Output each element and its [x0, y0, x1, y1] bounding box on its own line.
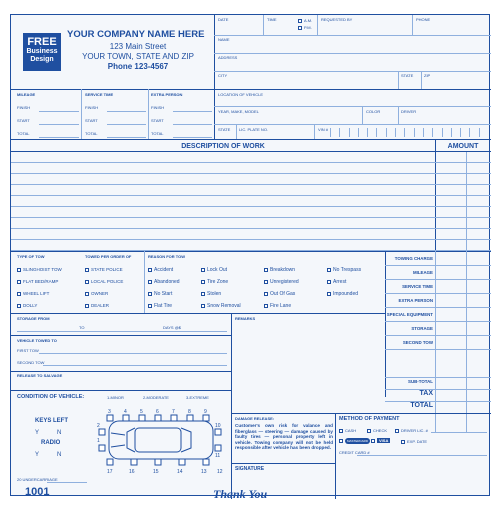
vehicle-state-label[interactable]: STATE [218, 127, 231, 132]
pos-8: 8 [188, 409, 191, 415]
pos-9: 9 [204, 409, 207, 415]
time-label: TIME [267, 17, 277, 22]
driver-label[interactable]: DRIVER [401, 109, 417, 114]
towed-to-label: VEHICLE TOWED TO [17, 338, 57, 343]
extra-person-header: EXTRA PERSON [151, 92, 183, 97]
order-dealer[interactable]: DEALER [85, 303, 109, 308]
keys-left-label: KEYS LEFT [35, 418, 69, 424]
service-time-header: SERVICE TIME [85, 92, 114, 97]
logo-free: FREE [27, 36, 57, 48]
charge-second-tow: SECOND TOW [402, 340, 433, 345]
car-body [109, 421, 213, 459]
payment-title: METHOD OF PAYMENT [339, 416, 400, 422]
subtotal-label: SUB-TOTAL [408, 379, 433, 384]
name-label[interactable]: NAME [218, 37, 230, 42]
tax-label: TAX [419, 390, 433, 397]
pos-14: 14 [177, 469, 183, 475]
car-windshield [127, 428, 135, 452]
charge-special-equipment: SPECIAL EQUIPMENT [386, 312, 433, 317]
damage-release-text: Customer's own risk for valance and fiberglass — steering — damage caused by faulty tires — personal property left in vehicle. Towing company will not be held responsible after vehicle has been dropped. [235, 423, 333, 451]
keys-n[interactable]: N [57, 430, 62, 436]
service-finish[interactable]: FINISH [85, 105, 99, 110]
pos-10: 10 [215, 423, 221, 429]
company-logo [23, 33, 61, 71]
order-local-police[interactable]: LOCAL POLICE [85, 279, 123, 284]
mileage-finish[interactable]: FINISH [17, 105, 31, 110]
state-label[interactable]: STATE [401, 73, 414, 78]
mileage-start[interactable]: START [17, 118, 30, 123]
remarks-label[interactable]: REMARKS [235, 316, 256, 321]
order-owner[interactable]: OWNER [85, 291, 108, 296]
reason-no-trespass[interactable]: No Trespass [327, 267, 361, 273]
condition-minor: 1-MINOR [107, 395, 124, 400]
mileage-header: MILEAGE [17, 92, 36, 97]
mileage-total[interactable]: TOTAL [17, 131, 30, 136]
pay-check[interactable]: CHECK [367, 428, 387, 433]
reason-flat-tire[interactable]: Flat Tire [148, 303, 172, 309]
reason-lock-out[interactable]: Lock Out [201, 267, 227, 273]
condition-title: CONDITION OF VEHICLE: [17, 394, 85, 400]
address-label[interactable]: ADDRESS [218, 55, 238, 60]
storage-days-label[interactable]: DAYS @$ [163, 325, 181, 330]
reason-fire-lane[interactable]: Fire Lane [264, 303, 291, 309]
reason-impounded[interactable]: Impounded [327, 291, 358, 297]
reason-breakdown[interactable]: Breakdown [264, 267, 295, 273]
driver-lic-field[interactable]: DRIVER LIC. # [395, 428, 428, 433]
work-lines[interactable] [11, 151, 491, 251]
lic-plate-label[interactable]: LIC. PLATE NO. [239, 127, 269, 132]
logo-business: Business [26, 48, 58, 55]
tow-type-flatbed[interactable]: FLAT BED/RAMP [17, 279, 58, 284]
requested-by-label: REQUESTED BY [321, 17, 353, 22]
company-phone: Phone 123-4567 [107, 62, 169, 71]
date-label: DATE [218, 17, 229, 22]
pay-mastercard[interactable]: MASTERCARD [339, 438, 370, 444]
reason-tire-zone[interactable]: Tire Zone [201, 279, 228, 285]
tow-type-slinghoist[interactable]: SLINGHOIST TOW [17, 267, 62, 272]
service-total[interactable]: TOTAL [85, 131, 98, 136]
service-start[interactable]: START [85, 118, 98, 123]
tow-invoice-form [10, 14, 490, 501]
radio-label: RADIO [41, 440, 61, 446]
type-of-tow-header: TYPE OF TOW [17, 254, 45, 259]
reason-unregistered[interactable]: Unregistered [264, 279, 299, 285]
car-rear-window [181, 428, 191, 452]
company-street: 123 Main Street [109, 42, 167, 51]
towed-order-header: TOWED PER ORDER OF [85, 254, 132, 259]
pos-7: 7 [172, 409, 175, 415]
year-make-model-label[interactable]: YEAR, MAKE, MODEL [218, 109, 259, 114]
reason-header: REASON FOR TOW [148, 254, 186, 259]
charge-towing: TOWING CHARGE [394, 256, 433, 261]
pos-1: 1 [97, 438, 100, 444]
vin-label[interactable]: VIN # [318, 127, 329, 132]
pos-3: 3 [108, 409, 111, 415]
undercarriage-label: 20 UNDERCARRIAGE [17, 477, 58, 482]
reason-arrest[interactable]: Arrest [327, 279, 346, 285]
reason-no-start[interactable]: No Start [148, 291, 172, 297]
storage-from-label[interactable]: STORAGE FROM [17, 316, 50, 321]
phone-label: PHONE [416, 17, 431, 22]
pos-17: 17 [107, 469, 113, 475]
pay-cash[interactable]: CASH [339, 428, 356, 433]
reason-stolen[interactable]: Stolen [201, 291, 221, 297]
thank-you: Thank You [213, 487, 268, 501]
charge-lines[interactable] [385, 251, 491, 431]
reason-abandoned[interactable]: Abandoned [148, 279, 180, 285]
exp-date-field[interactable]: EXP. DATE [401, 439, 427, 444]
pos-11: 11 [215, 453, 221, 459]
pos-12: 12 [217, 469, 223, 475]
extra-total[interactable]: TOTAL [151, 131, 164, 136]
pos-6: 6 [156, 409, 159, 415]
color-label[interactable]: COLOR [366, 109, 381, 114]
car-hood-lines [111, 433, 125, 447]
radio-y[interactable]: Y [35, 452, 40, 458]
pay-visa[interactable]: VISA [371, 438, 390, 443]
tow-type-dolly[interactable]: DOLLY [17, 303, 37, 308]
extra-finish[interactable]: FINISH [151, 105, 165, 110]
tow-type-wheel-lift[interactable]: WHEEL LIFT [17, 291, 49, 296]
company-city: YOUR TOWN, STATE AND ZIP [82, 52, 194, 61]
total-label: TOTAL [410, 402, 433, 409]
logo-design: Design [30, 56, 54, 63]
order-state-police[interactable]: STATE POLICE [85, 267, 123, 272]
reason-out-of-gas[interactable]: Out Of Gas [264, 291, 295, 297]
pos-16: 16 [129, 469, 135, 475]
charge-service-time: SERVICE TIME [402, 284, 433, 289]
vin-boxes[interactable] [330, 128, 488, 137]
reason-snow-removal[interactable]: Snow Removal [201, 303, 241, 309]
pos-5: 5 [140, 409, 143, 415]
location-label[interactable]: LOCATION OF VEHICLE [218, 92, 264, 97]
charge-mileage: MILEAGE [412, 270, 433, 275]
radio-n[interactable]: N [57, 452, 62, 458]
reason-accident[interactable]: Accident [148, 267, 173, 273]
zip-label[interactable]: ZIP [424, 73, 431, 78]
first-tow-label[interactable]: FIRST TOW [17, 348, 39, 353]
pos-4: 4 [124, 409, 127, 415]
city-label[interactable]: CITY [218, 73, 228, 78]
second-tow-label[interactable]: SECOND TOW [17, 360, 45, 365]
extra-start[interactable]: START [151, 118, 164, 123]
pos-13: 13 [201, 469, 207, 475]
condition-moderate: 2-MODERATE [143, 395, 169, 400]
damage-release-title: DAMAGE RELEASE: [235, 416, 275, 421]
form-number: 1001 [25, 486, 50, 498]
pm-option[interactable]: P.M. [298, 26, 312, 30]
signature-label[interactable]: SIGNATURE [235, 466, 265, 472]
amount-header: AMOUNT [447, 143, 479, 150]
car-roof [135, 428, 181, 452]
charge-extra-person: EXTRA PERSON [398, 298, 433, 303]
am-option[interactable]: A.M. [298, 19, 312, 23]
credit-card-label[interactable]: CREDIT CARD # [339, 450, 370, 455]
description-header: DESCRIPTION OF WORK [181, 143, 265, 150]
storage-to-label[interactable]: TO [79, 325, 85, 330]
charge-storage: STORAGE [411, 326, 433, 331]
company-name: YOUR COMPANY NAME HERE [67, 29, 205, 40]
keys-y[interactable]: Y [35, 430, 40, 436]
pos-15: 15 [153, 469, 159, 475]
pos-2: 2 [97, 423, 100, 429]
condition-extreme: 3-EXTREME [186, 395, 209, 400]
salvage-label[interactable]: RELEASE TO SALVAGE [17, 373, 63, 378]
damage-grid-top [99, 415, 221, 465]
vehicle-damage-diagram[interactable] [97, 407, 227, 477]
